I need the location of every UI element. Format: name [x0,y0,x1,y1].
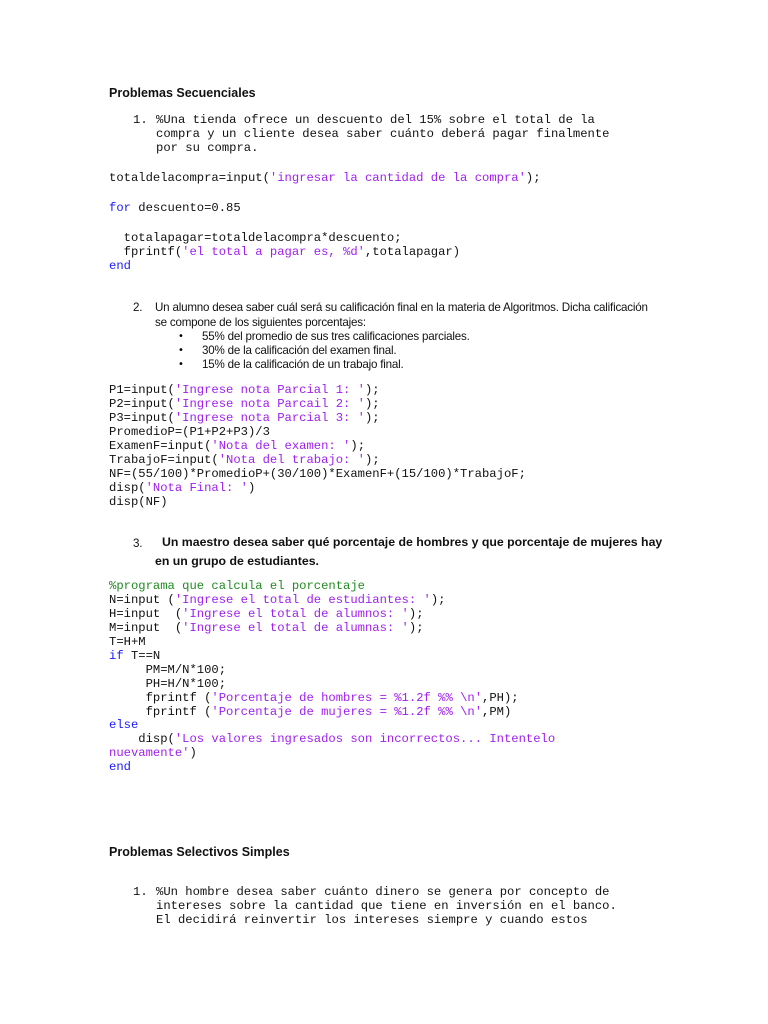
bullet-icon: • [178,331,184,342]
code-line: fprintf('el total a pagar es, %d',totalapagar) [109,245,461,259]
problem-number: 2. [133,301,143,314]
code-line: nuevamente') [109,746,197,760]
problem-text-line: %Una tienda ofrece un descuento del 15% sobre el total de la [156,113,595,127]
code-line: end [109,760,131,774]
code-line: fprintf ('Porcentaje de mujeres = %1.2f %% \n',PM) [109,705,512,719]
keyword: if [109,649,124,663]
code-line: fprintf ('Porcentaje de hombres = %1.2f %% \n',PH); [109,691,519,705]
code-line: PromedioP=(P1+P2+P3)/3 [109,425,270,439]
section-title-selectivos: Problemas Selectivos Simples [109,845,290,859]
code-line: P1=input('Ingrese nota Parcial 1: '); [109,383,380,397]
problem-number: 1. [133,113,148,127]
code-line: T=H+M [109,635,146,649]
bullet-item: 30% de la calificación del examen final. [202,344,397,357]
code-line: totaldelacompra=input('ingresar la cantidad de la compra'); [109,171,541,185]
code-line: else [109,718,139,732]
code-line: H=input ('Ingrese el total de alumnos: '); [109,607,424,621]
keyword: for [109,201,131,215]
code-line: M=input ('Ingrese el total de alumnas: '); [109,621,424,635]
problem-text-line: %Un hombre desea saber cuánto dinero se genera por concepto de [156,885,610,899]
code-line: NF=(55/100)*PromedioP+(30/100)*ExamenF+(15/100)*TrabajoF; [109,467,526,481]
bullet-item: 55% del promedio de sus tres calificaciones parciales. [202,330,470,343]
problem-text-line: compra y un cliente desea saber cuánto deberá pagar finalmente [156,127,610,141]
code-line: totalapagar=totaldelacompra*descuento; [109,231,402,245]
code-line: P3=input('Ingrese nota Parcial 3: '); [109,411,380,425]
code-line: if T==N [109,649,161,663]
code-line: end [109,259,131,273]
bullet-item: 15% de la calificación de un trabajo final. [202,358,404,371]
code-comment: %programa que calcula el porcentaje [109,579,365,593]
code-line: TrabajoF=input('Nota del trabajo: '); [109,453,380,467]
problem-number: 1. [133,885,148,899]
code-line: disp('Los valores ingresados son incorrectos... Intentelo [109,732,556,746]
code-line: PM=M/N*100; [109,663,227,677]
code-line: P2=input('Ingrese nota Parcail 2: '); [109,397,380,411]
bullet-icon: • [178,345,184,356]
problem-text-line: Un maestro desea saber qué porcentaje de hombres y que porcentaje de mujeres hay [162,535,663,549]
code-line: for descuento=0.85 [109,201,241,215]
section-title-secuenciales: Problemas Secuenciales [109,86,256,100]
code-line: PH=H/N*100; [109,677,227,691]
problem-text-line: en un grupo de estudiantes. [155,554,319,568]
problem-text-line: se compone de los siguientes porcentajes: [155,316,366,329]
code-line: N=input ('Ingrese el total de estudiantes: '); [109,593,446,607]
problem-text-line: El decidirá reinvertir los intereses siempre y cuando estos [156,913,588,927]
code-line: disp('Nota Final: ') [109,481,256,495]
problem-text-line: por su compra. [156,141,259,155]
code-line: disp(NF) [109,495,168,509]
code-line: ExamenF=input('Nota del examen: '); [109,439,366,453]
problem-number: 3. [133,537,143,550]
problem-text-line: Un alumno desea saber cuál será su calificación final en la materia de Algoritmos. Dicha calificación [155,301,648,314]
problem-text-line: intereses sobre la cantidad que tiene en inversión en el banco. [156,899,617,913]
bullet-icon: • [178,359,184,370]
